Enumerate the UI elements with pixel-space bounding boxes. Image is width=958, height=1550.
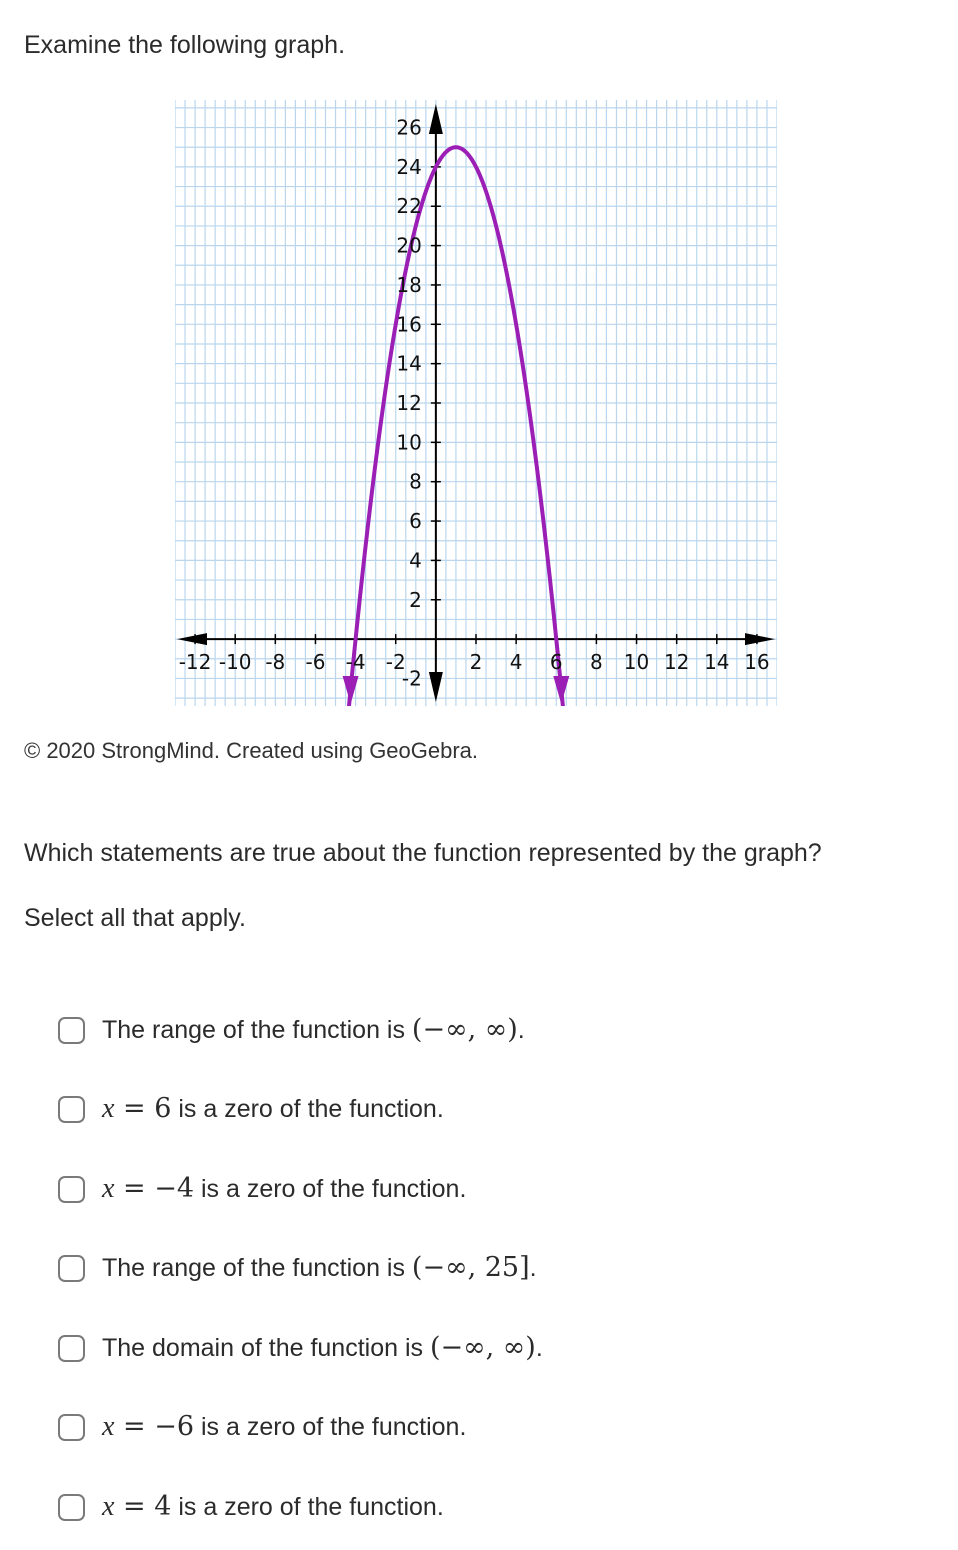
y-tick-label: 12 — [396, 391, 422, 415]
option-math: = −4 — [114, 1173, 195, 1204]
option-label — [102, 1253, 537, 1283]
y-tick-label: 24 — [396, 154, 422, 179]
checkbox[interactable] — [58, 1176, 85, 1203]
x-axis-arrow-right — [745, 633, 775, 645]
option-zero-x-neg-4[interactable] — [58, 1164, 466, 1214]
option-math: = −6 — [114, 1411, 195, 1442]
x-tick-label: 10 — [623, 650, 650, 675]
option-suffix: . — [529, 1254, 537, 1282]
option-zero-x-4[interactable] — [58, 1482, 444, 1532]
option-math: (−∞, ∞) — [411, 1014, 518, 1045]
option-prefix: The range of the function is — [102, 1254, 412, 1282]
x-tick-label: 4 — [509, 650, 523, 675]
y-tick-label: 20 — [396, 233, 422, 258]
instruction-text: Select all that apply. — [24, 904, 246, 932]
y-tick-label: 14 — [396, 351, 422, 376]
prompt-examine-text: Examine the following graph. — [24, 31, 346, 59]
x-tick-label: -10 — [218, 650, 252, 675]
option-math: = 6 — [114, 1093, 172, 1124]
x-tick-label: -8 — [265, 650, 286, 675]
y-tick-label: 4 — [409, 548, 422, 573]
x-tick-label: -12 — [178, 650, 212, 675]
question-text: Which statements are true about the function represented by the graph? — [24, 839, 822, 867]
option-suffix: . — [535, 1334, 543, 1362]
checkbox[interactable] — [58, 1017, 85, 1044]
option-label — [102, 1492, 444, 1522]
checkbox[interactable] — [58, 1494, 85, 1521]
option-var: x — [102, 1173, 115, 1204]
copyright-text: © 2020 StrongMind. Created using GeoGebra. — [24, 738, 479, 763]
option-var: x — [102, 1411, 115, 1442]
y-axis-arrow-down — [429, 672, 443, 702]
option-math: (−∞, 25] — [411, 1252, 530, 1283]
option-zero-x-neg-6[interactable] — [58, 1402, 466, 1452]
option-range-to-25[interactable] — [58, 1243, 537, 1293]
option-suffix: is a zero of the function. — [194, 1413, 467, 1441]
option-suffix: is a zero of the function. — [171, 1095, 444, 1123]
option-label — [102, 1015, 525, 1045]
y-tick-label: 16 — [396, 312, 422, 337]
y-tick-label: 10 — [396, 430, 422, 455]
option-domain-all-reals[interactable] — [58, 1323, 543, 1373]
y-tick-label: 6 — [409, 509, 422, 534]
y-tick-label: 8 — [409, 469, 422, 494]
parabola-graph — [175, 100, 777, 706]
option-prefix: The range of the function is — [102, 1016, 412, 1044]
checkbox[interactable] — [58, 1414, 85, 1441]
option-suffix: . — [517, 1016, 525, 1044]
option-math: (−∞, ∞) — [429, 1332, 536, 1363]
checkbox[interactable] — [58, 1096, 85, 1123]
x-tick-label: 8 — [590, 650, 603, 675]
x-axis-arrow-left — [177, 633, 207, 645]
y-tick-label: 18 — [396, 272, 422, 297]
x-tick-label: 2 — [469, 650, 483, 675]
graph-svg — [175, 100, 777, 706]
checkbox[interactable] — [58, 1335, 85, 1362]
x-tick-label: 16 — [744, 650, 770, 675]
y-tick-label: 2 — [409, 587, 422, 612]
option-suffix: is a zero of the function. — [194, 1175, 467, 1203]
x-tick-label: 6 — [549, 650, 563, 675]
x-tick-label: -6 — [305, 650, 326, 675]
option-label — [102, 1174, 466, 1204]
y-axis-arrow-up — [429, 104, 443, 134]
option-zero-x-6[interactable] — [58, 1084, 444, 1134]
x-tick-label: 14 — [704, 650, 730, 675]
option-math: = 4 — [114, 1491, 172, 1522]
option-label — [102, 1333, 543, 1363]
option-range-all-reals[interactable] — [58, 1005, 525, 1055]
option-label — [102, 1412, 466, 1442]
option-prefix: The domain of the function is — [102, 1334, 430, 1362]
y-tick-label: 22 — [396, 194, 422, 219]
x-tick-label: -2 — [385, 650, 406, 675]
x-tick-label: 12 — [663, 650, 690, 675]
y-tick-label: 26 — [396, 115, 422, 140]
checkbox[interactable] — [58, 1255, 85, 1282]
x-tick-label: -4 — [345, 650, 366, 675]
option-label — [102, 1094, 444, 1124]
y-tick-label: -2 — [401, 666, 422, 691]
option-var: x — [102, 1093, 115, 1124]
option-suffix: is a zero of the function. — [171, 1493, 444, 1521]
option-var: x — [102, 1491, 115, 1522]
